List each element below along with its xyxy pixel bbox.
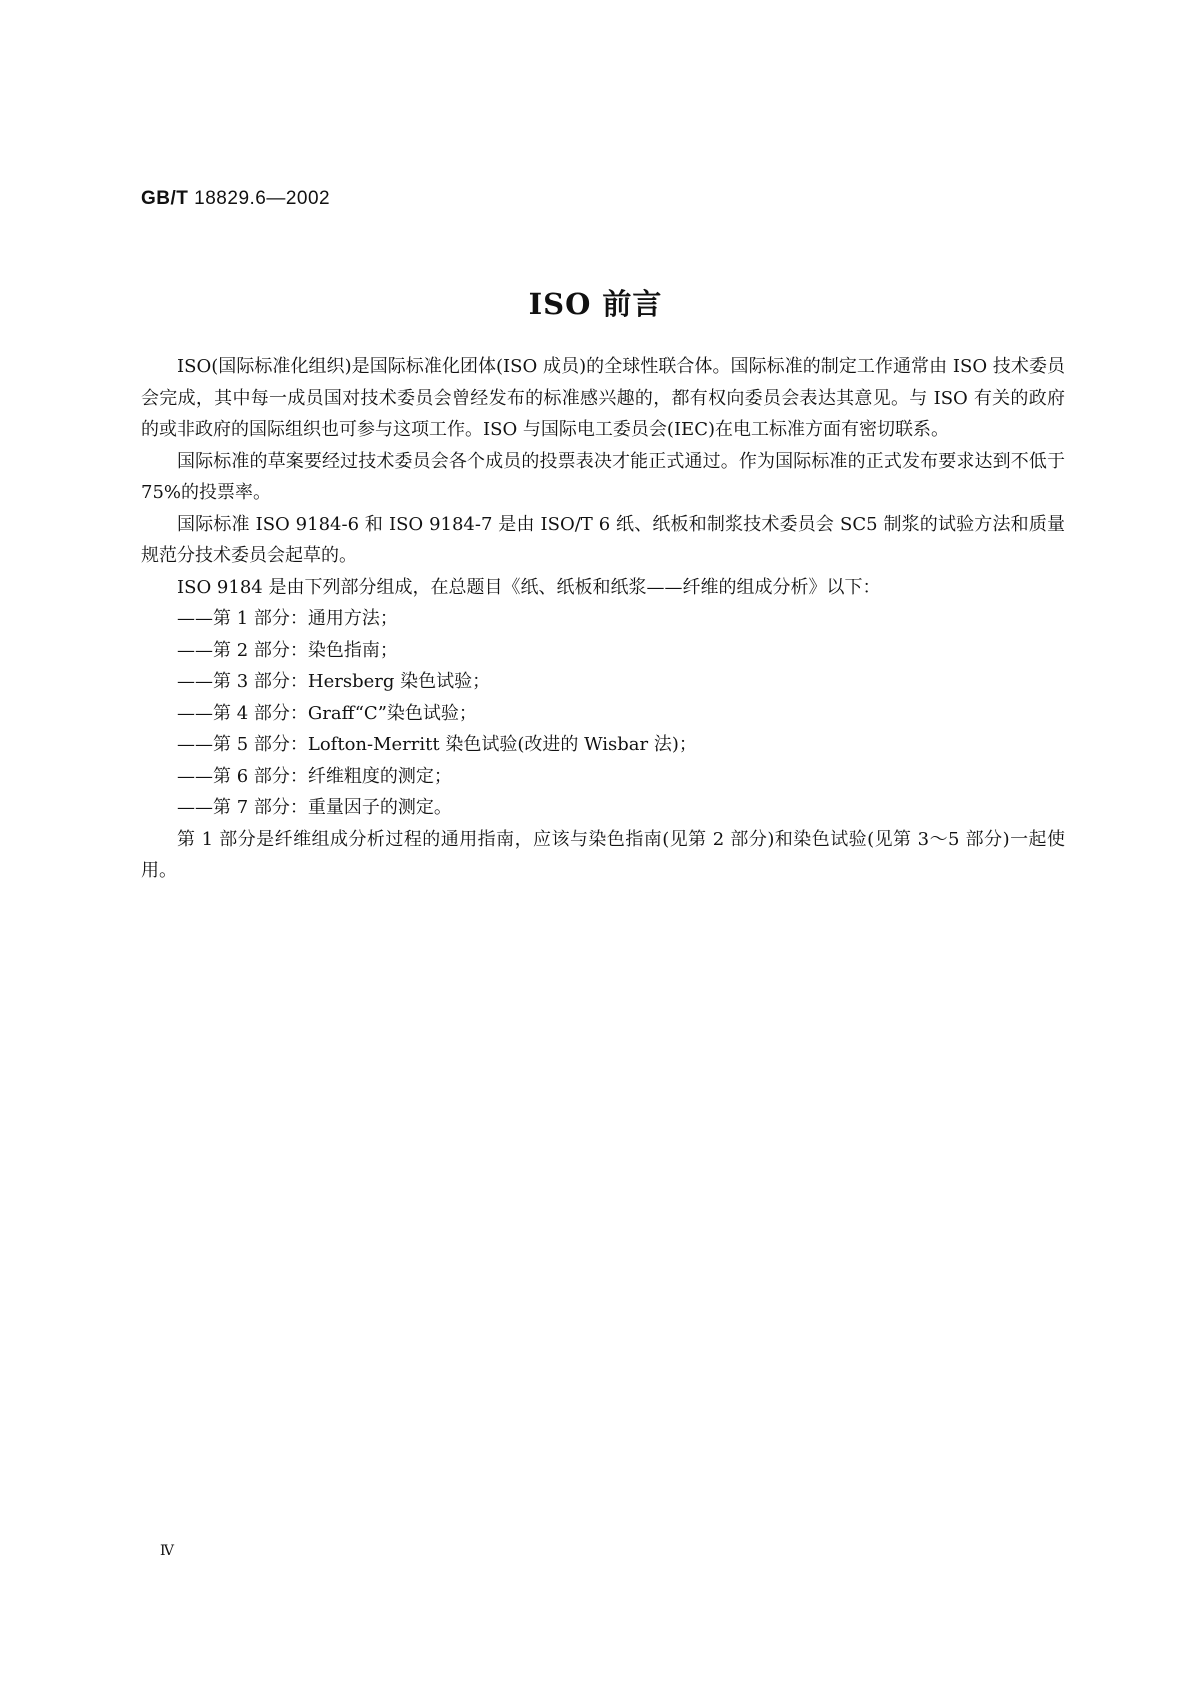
page-number: Ⅳ bbox=[160, 1544, 174, 1559]
list-item: ——第 5 部分：Lofton-Merritt 染色试验(改进的 Wisbar 法)； bbox=[177, 734, 697, 755]
list-item: ——第 4 部分：Graff“C”染色试验； bbox=[177, 702, 477, 724]
list-item: ——第 2 部分：染色指南； bbox=[177, 639, 398, 661]
parts-list bbox=[141, 603, 1065, 824]
paragraph-voting: 国际标准的草案要经过技术委员会各个成员的投票表决才能正式通过。作为国际标准的正式发布要求达到不低于 75%的投票率。 bbox=[141, 450, 1065, 503]
page-title: ISO 前言 bbox=[528, 287, 663, 321]
paragraph-parts-intro: ISO 9184 是由下列部分组成，在总题目《纸、纸板和纸浆——纤维的组成分析》以下： bbox=[177, 576, 881, 598]
paragraph-iso-intro: ISO(国际标准化组织)是国际标准化团体(ISO 成员)的全球性联合体。国际标准的制定工作通常由 ISO 技术委员会完成，其中每一成员国对技术委员会曾经发布的标准感兴趣的，都有权向委员会表达其意见。与 ISO 有关的政府的或非政府的国际组织也可参与这项工作。ISO 与国际电工委员会(IEC)在电工标准方面有密切联系。 bbox=[141, 356, 1065, 440]
list-item: ——第 7 部分：重量因子的测定。 bbox=[177, 797, 452, 818]
document-body bbox=[141, 351, 1065, 887]
list-item: ——第 6 部分：纤维粗度的测定； bbox=[177, 765, 452, 787]
standard-number bbox=[141, 188, 330, 210]
standard-prefix: GB/T bbox=[141, 188, 189, 209]
paragraph-closing: 第 1 部分是纤维组成分析过程的通用指南，应该与染色指南(见第 2 部分)和染色试验(见第 3～5 部分)一起使用。 bbox=[141, 828, 1065, 881]
list-item: ——第 3 部分：Hersberg 染色试验； bbox=[177, 671, 491, 692]
paragraph-drafting: 国际标准 ISO 9184-6 和 ISO 9184-7 是由 ISO/T 6 纸、纸板和制浆技术委员会 SC5 制浆的试验方法和质量规范分技术委员会起草的。 bbox=[141, 513, 1065, 566]
standard-code: 18829.6—2002 bbox=[194, 188, 331, 209]
list-item: ——第 1 部分：通用方法； bbox=[177, 608, 398, 629]
